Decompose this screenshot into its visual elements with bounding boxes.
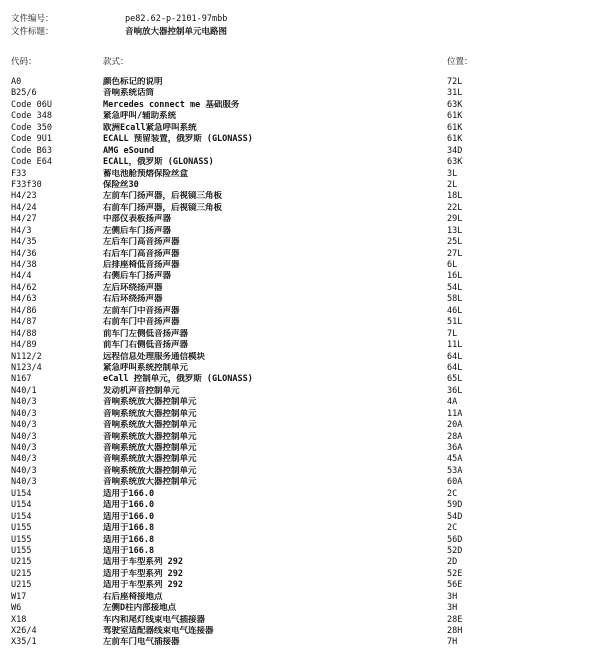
table-row (11, 603, 601, 614)
row-pos: 56D (447, 534, 463, 545)
row-pos: 61K (447, 134, 463, 145)
table-row (11, 626, 601, 637)
table-row (11, 88, 601, 99)
row-pos: 72L (447, 77, 463, 87)
row-desc: 左前车门中音扬声器 (103, 305, 180, 316)
row-pos: 11L (447, 340, 463, 351)
row-desc: 蓄电池舱预熔保险丝盒 (103, 168, 189, 179)
row-pos: 18L (447, 191, 463, 202)
table-row (11, 180, 601, 191)
doc-title-value: 音响放大器控制单元电路图 (125, 27, 228, 37)
row-pos: 31L (447, 88, 463, 99)
row-pos: 51L (447, 317, 463, 328)
row-code: U215 (11, 557, 32, 568)
table-row (11, 260, 601, 271)
table-row (11, 123, 601, 134)
doc-number-label: 文件编号： (11, 14, 54, 24)
document-meta (11, 13, 227, 39)
row-code: U155 (11, 523, 32, 534)
row-desc: 左侧D柱内部接地点 (103, 603, 177, 614)
table-row (11, 249, 601, 260)
row-pos: 63K (447, 157, 463, 168)
table-row (11, 283, 601, 294)
row-pos: 3H (447, 603, 458, 614)
table-row (11, 329, 601, 340)
doc-number-value: pe82.62-p-2101-97mbb (125, 14, 228, 24)
table-row (11, 169, 601, 180)
row-pos: 61K (447, 111, 463, 122)
table-row (11, 432, 601, 443)
row-code: U154 (11, 488, 32, 499)
table-row (11, 294, 601, 305)
table-row (11, 477, 601, 488)
row-pos: 25L (447, 237, 463, 248)
row-desc: 左前车门电气插接器 (103, 637, 180, 648)
row-desc: 适用于车型系列 292 (103, 568, 183, 579)
row-code: H4/86 (11, 305, 37, 316)
row-code: U154 (11, 511, 32, 522)
table-row (11, 386, 601, 397)
row-code: U154 (11, 500, 32, 511)
row-code: H4/36 (11, 248, 37, 259)
row-pos: 7H (447, 637, 458, 648)
row-desc: 车内和尾灯线束电气插接器 (103, 614, 206, 625)
row-desc: 音响系统放大器控制单元 (103, 420, 197, 431)
row-code: X35/1 (11, 637, 37, 648)
table-row (11, 363, 601, 374)
row-pos: 58L (447, 294, 463, 305)
row-code: H4/38 (11, 260, 37, 270)
table-row (11, 340, 601, 351)
row-code: H4/87 (11, 317, 37, 328)
table-row (11, 535, 601, 546)
row-pos: 34D (447, 145, 463, 156)
row-pos: 22L (447, 202, 463, 213)
row-desc: 右后车门高音扬声器 (103, 248, 180, 259)
row-code: N40/3 (11, 443, 37, 453)
row-code: U155 (11, 534, 32, 545)
row-code: W17 (11, 591, 27, 602)
row-pos: 45A (447, 454, 463, 465)
table-row (11, 466, 601, 477)
row-desc: 音响系统话筒 (103, 88, 155, 99)
row-code: N167 (11, 374, 32, 385)
row-desc: 颜色标记的说明 (103, 77, 163, 87)
row-pos: 2D (447, 557, 458, 568)
row-desc: 远程信息处理服务通信模块 (103, 351, 206, 362)
doc-title-row (11, 26, 227, 39)
row-code: Code 06U (11, 99, 52, 110)
row-pos: 16L (447, 271, 463, 282)
row-pos: 61K (447, 122, 463, 133)
row-code: H4/89 (11, 340, 37, 351)
row-desc: 适用于166.0 (103, 488, 155, 499)
row-desc: 前车门左侧低音扬声器 (103, 328, 189, 339)
row-pos: 27L (447, 248, 463, 259)
row-pos: 64L (447, 362, 463, 373)
row-code: A0 (11, 77, 22, 87)
row-desc: eCall 控制单元，俄罗斯 (GLONASS) (103, 374, 253, 385)
row-code: H4/3 (11, 225, 32, 236)
table-row (11, 592, 601, 603)
row-code: H4/62 (11, 282, 37, 293)
table-row (11, 374, 601, 385)
row-code: N123/4 (11, 362, 42, 373)
row-code: H4/27 (11, 214, 37, 225)
row-desc: 后排座椅低音扬声器 (103, 260, 180, 270)
table-row (11, 454, 601, 465)
row-desc: 适用于车型系列 292 (103, 557, 183, 568)
row-code: Code 350 (11, 122, 52, 133)
table-row (11, 352, 601, 363)
row-desc: 音响系统放大器控制单元 (103, 408, 197, 419)
row-desc: 保险丝30 (103, 179, 139, 190)
table-row (11, 111, 601, 122)
table-row (11, 546, 601, 557)
row-code: W6 (11, 603, 22, 614)
row-desc: 左侧后车门扬声器 (103, 225, 172, 236)
row-pos: 53A (447, 465, 463, 476)
row-pos: 2L (447, 179, 458, 190)
row-code: F33 (11, 168, 27, 179)
row-pos: 28A (447, 431, 463, 442)
row-desc: 适用于166.0 (103, 511, 155, 522)
row-desc: Mercedes connect me 基础服务 (103, 99, 240, 110)
row-desc: ECALL，俄罗斯 (GLONASS) (103, 157, 214, 168)
row-pos: 65L (447, 374, 463, 385)
table-row (11, 409, 601, 420)
table-row (11, 134, 601, 145)
row-desc: 左后车门高音扬声器 (103, 237, 180, 248)
component-table (11, 77, 601, 649)
row-desc: 左后环绕扬声器 (103, 282, 163, 293)
row-code: N40/3 (11, 397, 37, 408)
table-row (11, 569, 601, 580)
row-code: X26/4 (11, 626, 37, 636)
table-row (11, 146, 601, 157)
row-desc: 左前车门扬声器，后视镜三角板 (103, 191, 223, 202)
row-desc: 中部仪表板扬声器 (103, 214, 172, 225)
row-pos: 20A (447, 420, 463, 431)
row-pos: 2C (447, 488, 458, 499)
row-code: N40/3 (11, 408, 37, 419)
row-pos: 46L (447, 305, 463, 316)
row-desc: 音响系统放大器控制单元 (103, 465, 197, 476)
row-desc: 欧洲Ecall紧急呼叫系统 (103, 122, 197, 133)
row-desc: 适用于166.8 (103, 534, 155, 545)
row-pos: 60A (447, 477, 463, 488)
row-code: N40/3 (11, 465, 37, 476)
table-row (11, 500, 601, 511)
row-desc: 右侧后车门扬声器 (103, 271, 172, 282)
row-desc: 适用于166.0 (103, 500, 155, 511)
row-code: F33f30 (11, 179, 42, 190)
table-row (11, 637, 601, 648)
table-row (11, 226, 601, 237)
row-pos: 54D (447, 511, 463, 522)
row-code: H4/23 (11, 191, 37, 202)
doc-title-label: 文件标题： (11, 27, 54, 37)
row-desc: 右前车门扬声器，后视镜三角板 (103, 202, 223, 213)
row-pos: 56E (447, 580, 463, 591)
table-row (11, 306, 601, 317)
row-code: H4/88 (11, 328, 37, 339)
row-code: N112/2 (11, 351, 42, 362)
row-code: B25/6 (11, 88, 37, 99)
row-code: H4/35 (11, 237, 37, 248)
table-row (11, 397, 601, 408)
row-code: N40/1 (11, 385, 37, 396)
row-pos: 13L (447, 225, 463, 236)
row-code: N40/3 (11, 420, 37, 431)
row-desc: AMG eSound (103, 145, 155, 156)
row-desc: 前车门右侧低音扬声器 (103, 340, 189, 351)
row-desc: 驾驶室适配器线束电气连接器 (103, 626, 214, 636)
row-code: N40/3 (11, 477, 37, 488)
row-pos: 52E (447, 568, 463, 579)
header-code: 代码： (11, 57, 37, 67)
table-header (11, 57, 601, 68)
row-desc: 紧急呼叫系统控制单元 (103, 362, 189, 373)
table-row (11, 237, 601, 248)
table-row (11, 580, 601, 591)
table-row (11, 512, 601, 523)
row-desc: 右后座椅接地点 (103, 591, 163, 602)
row-pos: 29L (447, 214, 463, 225)
row-code: Code 348 (11, 111, 52, 122)
table-row (11, 77, 601, 88)
table-row (11, 443, 601, 454)
row-desc: 右前车门中音扬声器 (103, 317, 180, 328)
row-pos: 28E (447, 614, 463, 625)
table-row (11, 489, 601, 500)
table-row (11, 317, 601, 328)
row-code: N40/3 (11, 431, 37, 442)
row-pos: 3L (447, 168, 458, 179)
row-code: H4/63 (11, 294, 37, 305)
row-pos: 52D (447, 545, 463, 556)
table-row (11, 615, 601, 626)
row-code: U155 (11, 545, 32, 556)
row-pos: 36L (447, 385, 463, 396)
row-desc: 适用于车型系列 292 (103, 580, 183, 591)
row-desc: 音响系统放大器控制单元 (103, 397, 197, 408)
row-pos: 7L (447, 328, 458, 339)
table-row (11, 100, 601, 111)
row-desc: 音响系统放大器控制单元 (103, 454, 197, 465)
row-code: H4/4 (11, 271, 32, 282)
table-row (11, 203, 601, 214)
row-pos: 64L (447, 351, 463, 362)
table-row (11, 271, 601, 282)
row-pos: 59D (447, 500, 463, 511)
row-desc: 发动机声音控制单元 (103, 385, 180, 396)
row-pos: 11A (447, 408, 463, 419)
row-desc: 适用于166.8 (103, 545, 155, 556)
row-code: H4/24 (11, 202, 37, 213)
table-row (11, 523, 601, 534)
row-code: Code B63 (11, 145, 52, 156)
row-code: Code E64 (11, 157, 52, 168)
table-row (11, 557, 601, 568)
row-pos: 3H (447, 591, 458, 602)
row-code: X18 (11, 614, 27, 625)
row-code: N40/3 (11, 454, 37, 465)
table-row (11, 191, 601, 202)
row-code: Code 9U1 (11, 134, 52, 145)
row-desc: 紧急呼叫/辅助系统 (103, 111, 177, 122)
row-pos: 6L (447, 260, 458, 270)
row-desc: 音响系统放大器控制单元 (103, 477, 197, 488)
row-pos: 4A (447, 397, 458, 408)
header-desc: 款式： (103, 57, 129, 67)
row-desc: ECALL 预留装置，俄罗斯 (GLONASS) (103, 134, 253, 145)
row-code: U215 (11, 580, 32, 591)
row-pos: 28H (447, 626, 463, 636)
row-pos: 2C (447, 523, 458, 534)
row-desc: 音响系统放大器控制单元 (103, 431, 197, 442)
row-desc: 音响系统放大器控制单元 (103, 443, 197, 453)
table-row (11, 157, 601, 168)
header-pos: 位置： (447, 57, 473, 67)
table-row (11, 214, 601, 225)
row-code: U215 (11, 568, 32, 579)
doc-number-row (11, 13, 227, 26)
row-desc: 适用于166.8 (103, 523, 155, 534)
row-pos: 36A (447, 443, 463, 453)
row-pos: 54L (447, 282, 463, 293)
row-desc: 右后环绕扬声器 (103, 294, 163, 305)
row-pos: 63K (447, 99, 463, 110)
table-row (11, 420, 601, 431)
